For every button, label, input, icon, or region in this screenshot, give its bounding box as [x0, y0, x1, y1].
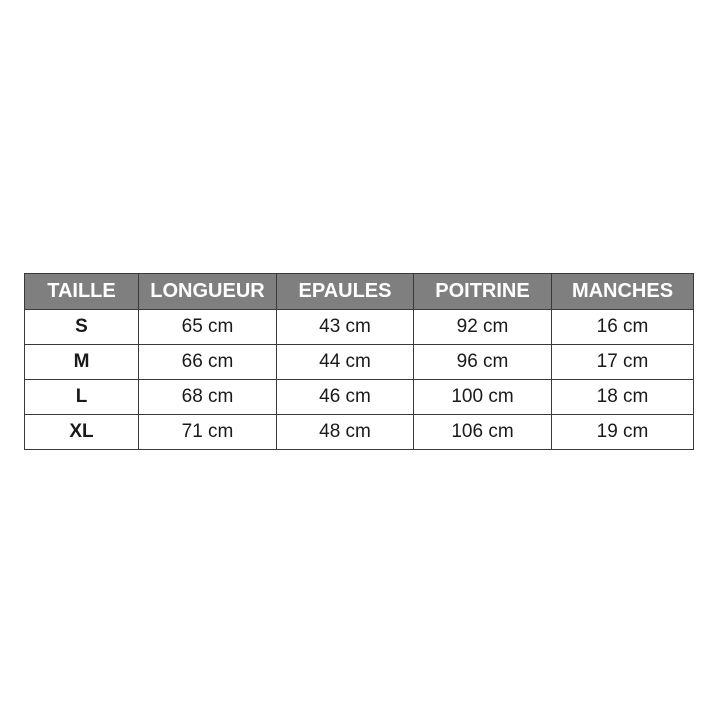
poitrine-cell: 92 cm	[414, 310, 552, 345]
table-body	[25, 310, 694, 450]
poitrine-cell: 100 cm	[414, 380, 552, 415]
epaules-cell: 46 cm	[277, 380, 414, 415]
table-row	[25, 345, 694, 380]
header-epaules: EPAULES	[277, 274, 414, 310]
table-row	[25, 310, 694, 345]
epaules-cell: 44 cm	[277, 345, 414, 380]
poitrine-cell: 106 cm	[414, 415, 552, 450]
longueur-cell: 71 cm	[139, 415, 277, 450]
table-row	[25, 415, 694, 450]
manches-cell: 18 cm	[552, 380, 694, 415]
manches-cell: 19 cm	[552, 415, 694, 450]
header-taille: TAILLE	[25, 274, 139, 310]
epaules-cell: 48 cm	[277, 415, 414, 450]
longueur-cell: 65 cm	[139, 310, 277, 345]
table-row	[25, 380, 694, 415]
size-cell: M	[25, 345, 139, 380]
longueur-cell: 68 cm	[139, 380, 277, 415]
header-poitrine: POITRINE	[414, 274, 552, 310]
size-cell: XL	[25, 415, 139, 450]
poitrine-cell: 96 cm	[414, 345, 552, 380]
header-longueur: LONGUEUR	[139, 274, 277, 310]
manches-cell: 17 cm	[552, 345, 694, 380]
longueur-cell: 66 cm	[139, 345, 277, 380]
size-cell: L	[25, 380, 139, 415]
header-row	[25, 274, 694, 310]
size-chart-table	[24, 273, 694, 450]
size-cell: S	[25, 310, 139, 345]
epaules-cell: 43 cm	[277, 310, 414, 345]
header-manches: MANCHES	[552, 274, 694, 310]
table-header	[25, 274, 694, 310]
manches-cell: 16 cm	[552, 310, 694, 345]
